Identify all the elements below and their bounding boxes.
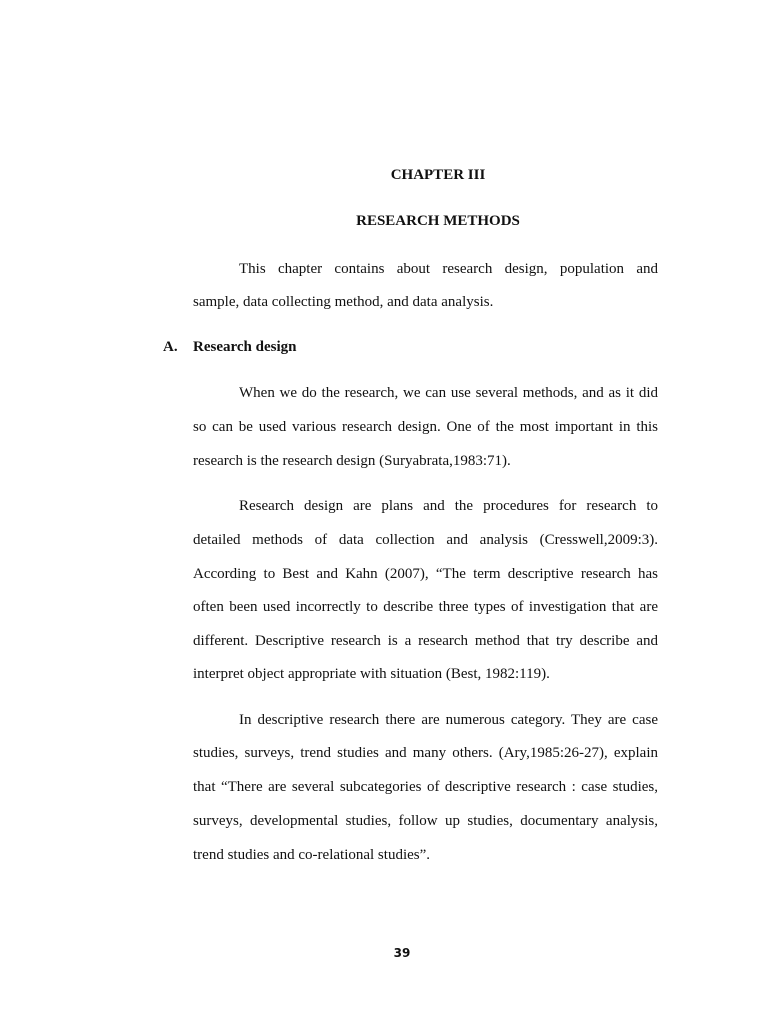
page-number: 39	[393, 946, 411, 960]
text-line: When we do the research, we can use several methods, and as it did	[239, 385, 658, 401]
text-line: surveys, developmental studies, follow up studies, documentary analysis,	[193, 813, 658, 829]
section-heading	[163, 339, 296, 356]
text-line: often been used incorrectly to describe three types of investigation that are	[193, 599, 658, 615]
section-title: Research design	[193, 339, 297, 355]
text-line: research is the research design (Suryabrata,1983:71).	[193, 453, 511, 469]
text-line: detailed methods of data collection and analysis (Cresswell,2009:3).	[193, 532, 658, 548]
text-line: According to Best and Kahn (2007), “The term descriptive research has	[193, 566, 658, 582]
text-line: interpret object appropriate with situation (Best, 1982:119).	[193, 666, 550, 682]
chapter-number: CHAPTER III	[390, 167, 486, 183]
text-line: so can be used various research design. One of the most important in this	[193, 419, 658, 435]
text-line: Research design are plans and the procedures for research to	[239, 498, 658, 514]
text-line: that “There are several subcategories of descriptive research : case studies,	[193, 779, 658, 795]
text-line: trend studies and co-relational studies”.	[193, 847, 431, 863]
text-line: studies, surveys, trend studies and many others. (Ary,1985:26-27), explain	[193, 745, 658, 761]
text-line: In descriptive research there are numerous category. They are case	[239, 712, 658, 728]
text-line: different. Descriptive research is a research method that try describe and	[193, 633, 658, 649]
section-marker: A.	[163, 339, 178, 355]
chapter-title: RESEARCH METHODS	[356, 213, 520, 229]
text-line: sample, data collecting method, and data analysis.	[193, 294, 494, 310]
text-line: This chapter contains about research design, population and	[239, 261, 658, 277]
